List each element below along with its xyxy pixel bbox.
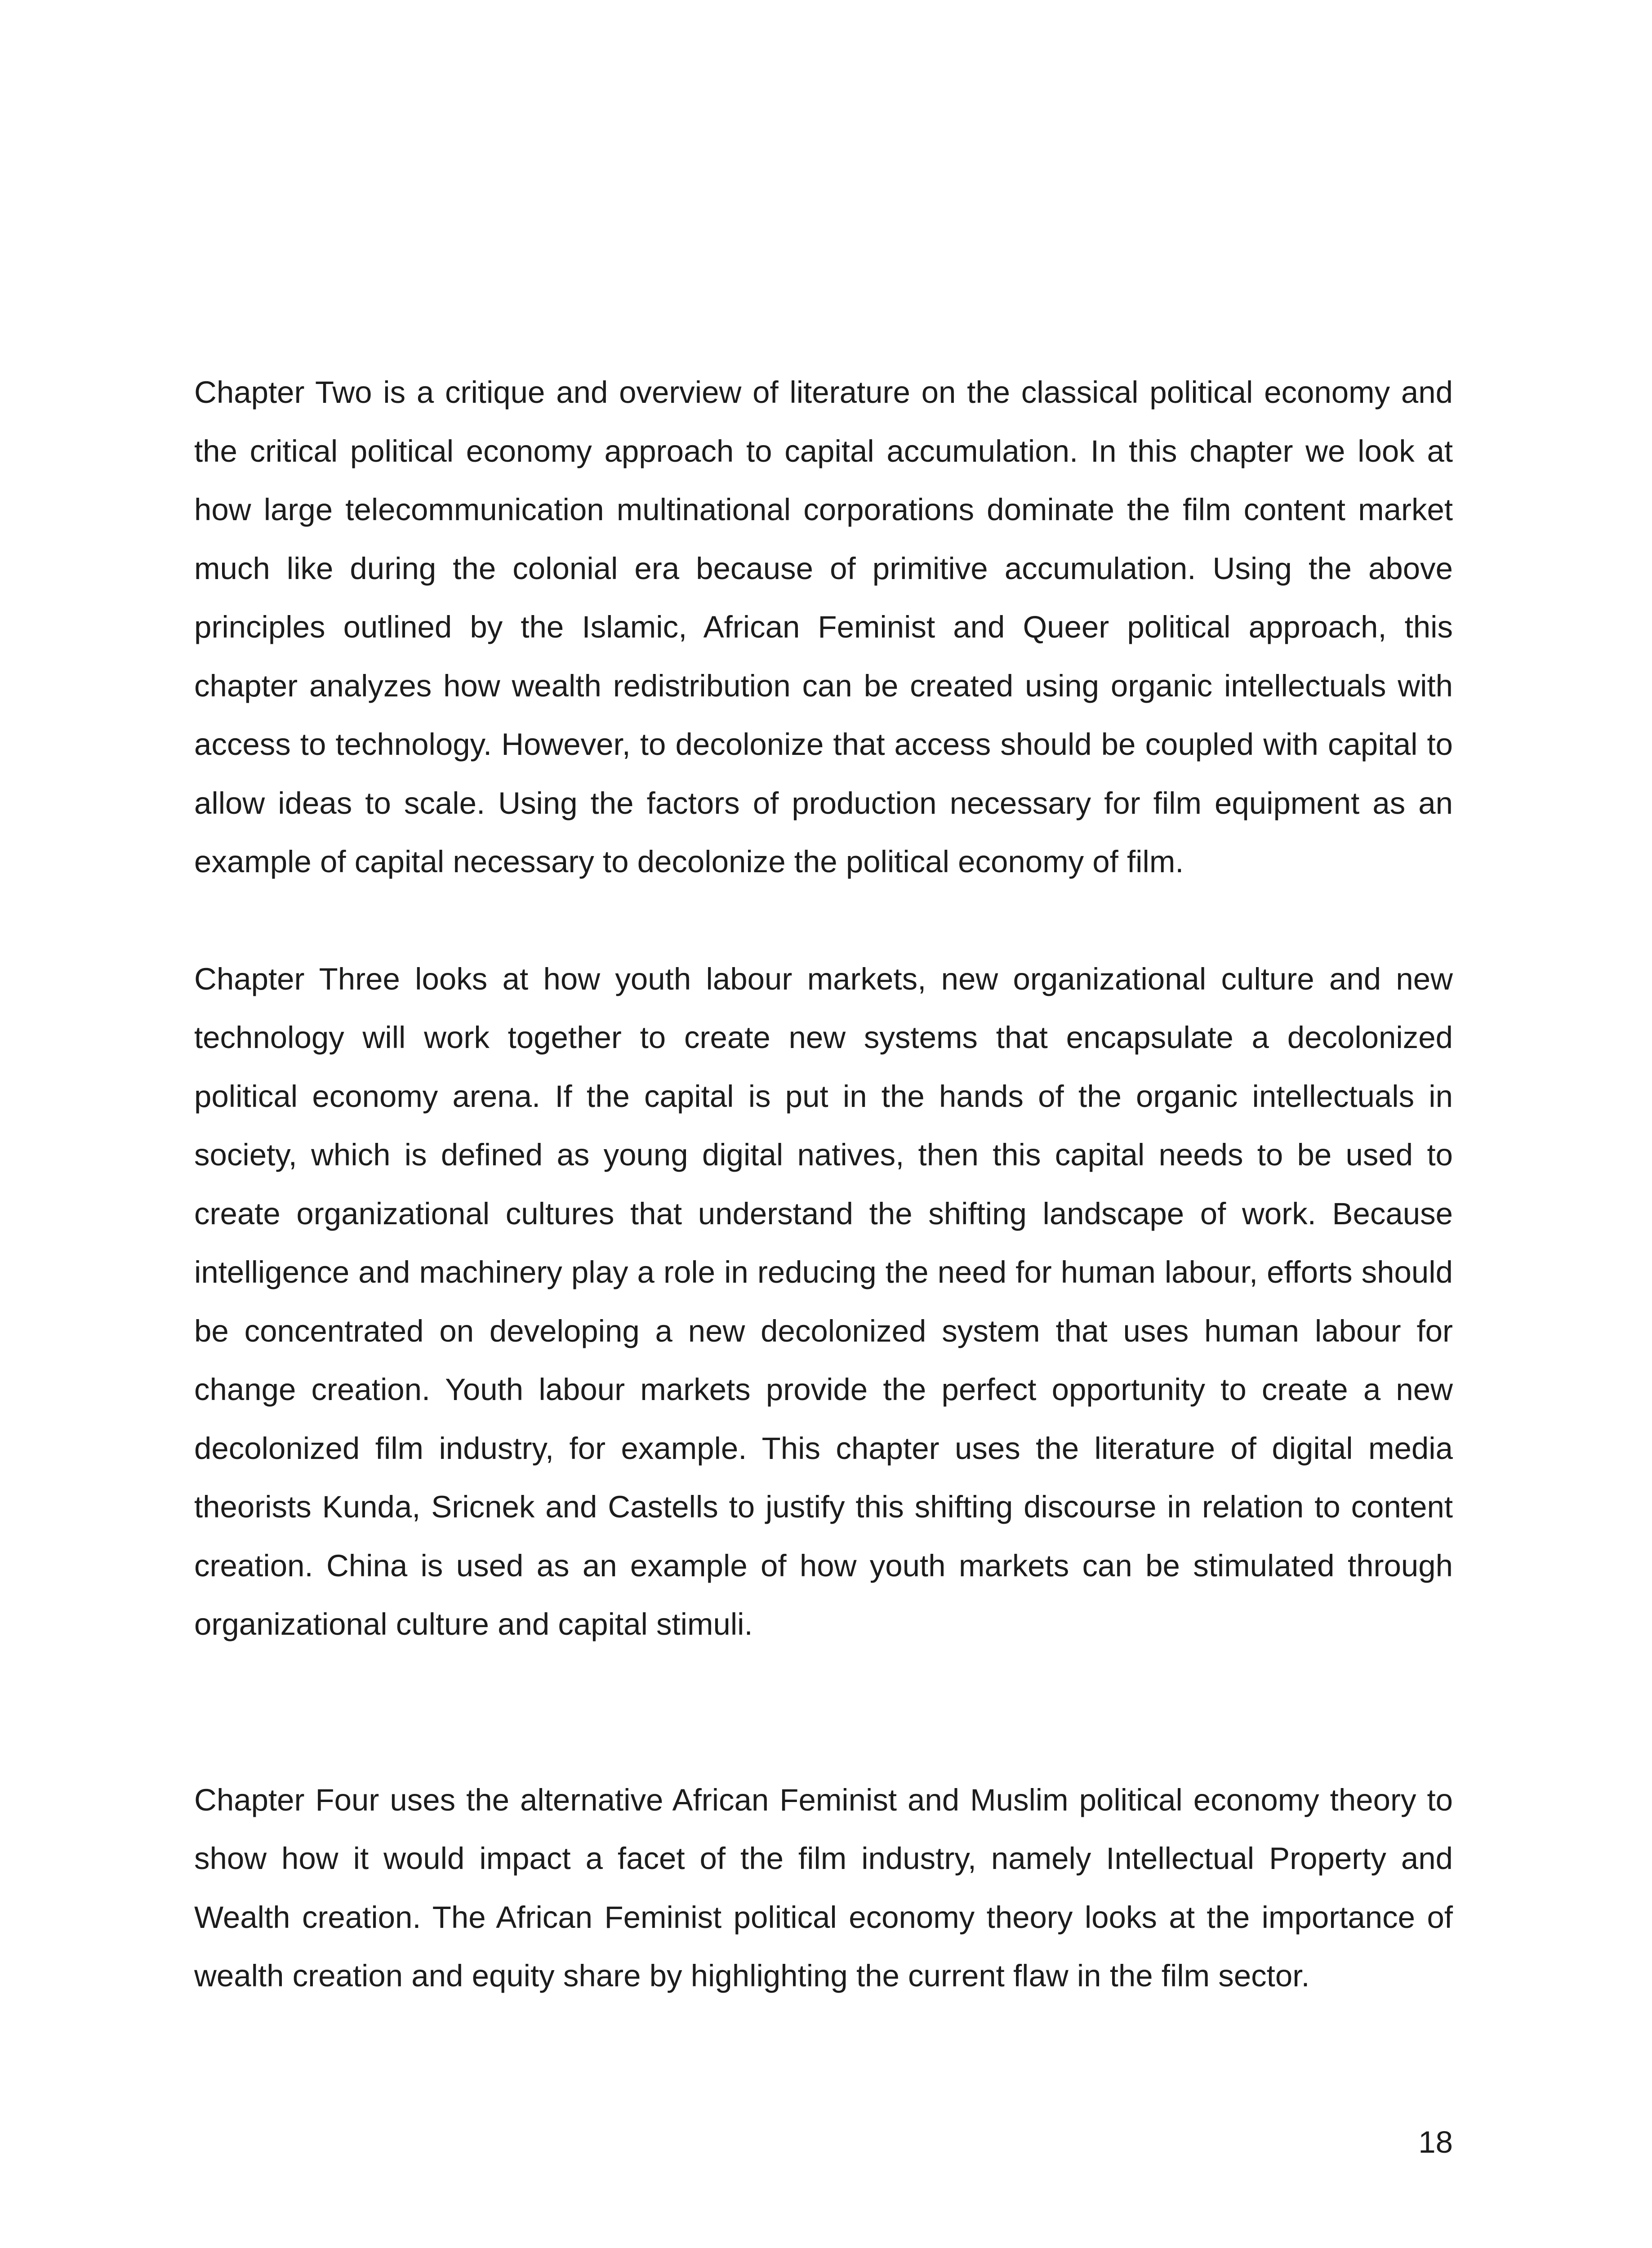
- paragraph-chapter-four: Chapter Four uses the alternative African Feminist and Muslim political economy theory to show how it would impact a facet of the film industry, namely Intellectual Property and Wealth creation. The African Feminist political economy theory looks at the importance of wealth creation and equity share by highlighting the current flaw in the film sector.: [194, 1782, 1453, 1993]
- page-number: 18: [1418, 2125, 1453, 2159]
- body-text: [194, 363, 1453, 2006]
- paragraph-chapter-two: Chapter Two is a critique and overview of literature on the classical political economy and the critical political economy approach to capital accumulation. In this chapter we look at how large telecommunication multinational corporations dominate the film content market much like during the colonial era because of primitive accumulation. Using the above principles outlined by the Islamic, African Feminist and Queer political approach, this chapter analyzes how wealth redistribution can be created using organic intellectuals with access to technology. However, to decolonize that access should be coupled with capital to allow ideas to scale. Using the factors of production necessary for film equipment as an example of capital necessary to decolonize the political economy of film.: [194, 375, 1453, 879]
- paragraph-chapter-three: Chapter Three looks at how youth labour markets, new organizational culture and new technology will work together to create new systems that encapsulate a decolonized political economy arena. If the capital is put in the hands of the organic intellectuals in society, which is defined as young digital natives, then this capital needs to be used to create organizational cultures that understand the shifting landscape of work. Because intelligence and machinery play a role in reducing the need for human labour, efforts should be concentrated on developing a new decolonized system that uses human labour for change creation. Youth labour markets provide the perfect opportunity to create a new decolonized film industry, for example. This chapter uses the literature of digital media theorists Kunda, Sricnek and Castells to justify this shifting discourse in relation to content creation. China is used as an example of how youth markets can be stimulated through organizational culture and capital stimuli.: [194, 961, 1453, 1641]
